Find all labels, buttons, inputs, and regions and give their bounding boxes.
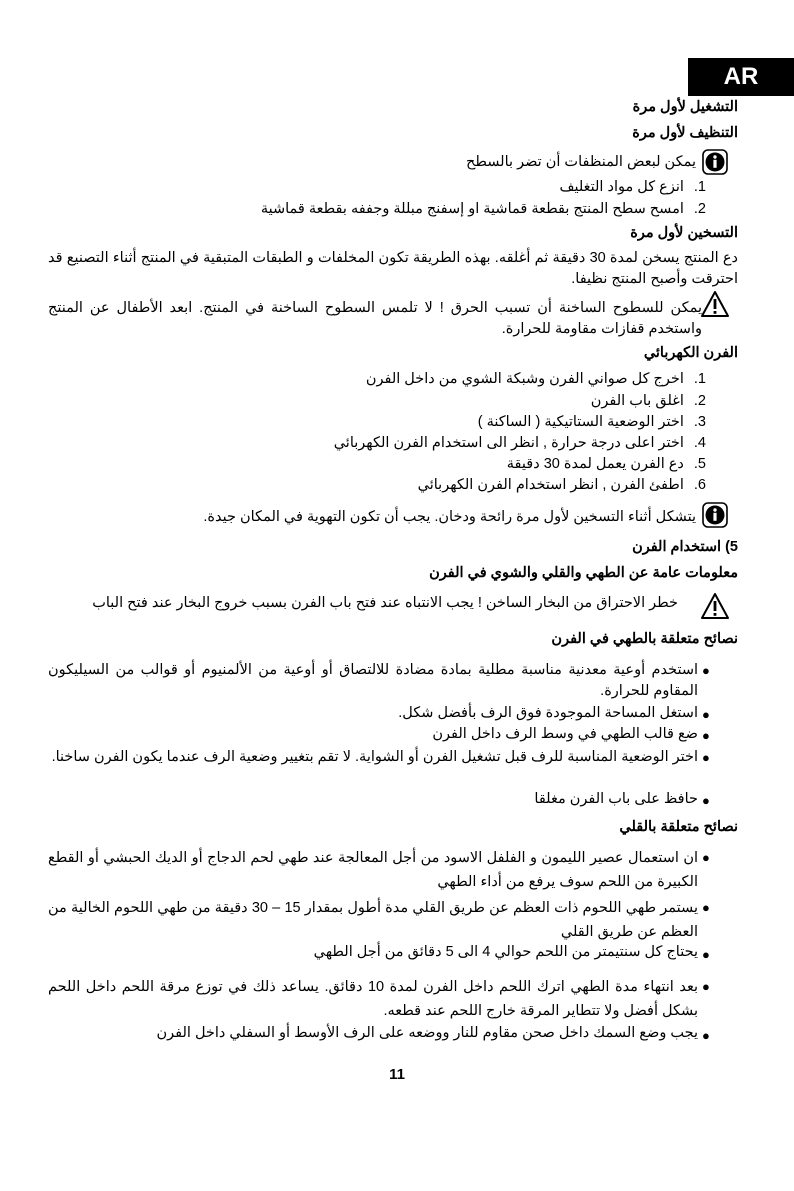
heading-first-clean: التنظيف لأول مرة [632, 125, 738, 141]
warning-steam: خطر الاحتراق من البخار الساخن ! يجب الانتباه عند فتح باب الفرن بسبب خروج البخار عند فتح الباب [92, 595, 678, 611]
warning-icon [700, 592, 730, 620]
heat-paragraph: دع المنتج يسخن لمدة 30 دقيقة ثم أغلقه. بهذه الطريقة تكون المخلفات و الطبقات المتبقية في المنتج أثناء التصنيع قد احترقت وأصبح المنتج نظيفا. [48, 250, 738, 287]
baking-tip-2: استغل المساحة الموجودة فوق الرف بأفضل شكل. [398, 705, 698, 721]
bullet: ● [702, 707, 710, 722]
frying-tip-1: ان استعمال عصير الليمون و الفلفل الاسود من أجل المعالجة عند طهي لحم الدجاج أو الديك الحبشي أو القطع الكبيرة من اللحم سوف يرفع من أداء الطهي [48, 850, 698, 890]
heading-first-heat: التسخين لأول مرة [630, 225, 738, 241]
baking-tip-5: حافظ على باب الفرن مغلقا [534, 791, 698, 807]
bullet: ● [702, 947, 710, 962]
oven-step-3: 3.اختر الوضعية الستاتيكية ( الساكنة ) [477, 414, 706, 430]
frying-tip-4: بعد انتهاء مدة الطهي اترك اللحم داخل الفرن لمدة 10 دقائق. يساعد ذلك في توزع مرقة اللحم داخل اللحم بشكل أفضل ولا تتطاير المرقة خارج اللحم عند قطعه. [48, 979, 698, 1019]
bullet: ● [702, 793, 710, 808]
page-number: 11 [389, 1066, 405, 1083]
warning-hot-surfaces: يمكن للسطوح الساخنة أن تسبب الحرق ! لا تلمس السطوح الساخنة في المنتج. ابعد الأطفال عن المنتج واستخدم قفازات مقاومة للحرارة. [48, 300, 702, 337]
warning-icon [700, 290, 730, 318]
bullet: ● [702, 728, 710, 743]
bullet: ● [702, 1028, 710, 1043]
baking-tip-1: استخدم أوعية معدنية مناسبة مطلية بمادة مضادة للالتصاق أو أوعية من الألمنيوم أو قوالب من السيليكون المقاوم للحرارة. [48, 662, 698, 699]
heading-electric-oven: الفرن الكهربائي [643, 345, 738, 361]
bullet: ● [702, 900, 710, 915]
heading-use-oven: 5) استخدام الفرن [632, 539, 738, 555]
heading-frying-tips: نصائح متعلقة بالقلي [619, 819, 738, 835]
info-icon [702, 149, 728, 175]
frying-tip-2: يستمر طهي اللحوم ذات العظم عن طريق القلي مدة أطول بمقدار 15 – 30 دقيقة من طهي اللحوم الخالية من العظم عن طريق القلي [48, 900, 698, 940]
note-smell: يتشكل أثناء التسخين لأول مرة رائحة ودخان. يجب أن تكون التهوية في المكان جيدة. [203, 509, 696, 525]
oven-step-6: 6.اطفئ الفرن , انظر استخدام الفرن الكهربائي [417, 477, 706, 493]
oven-step-1: 1.اخرج كل صواني الفرن وشبكة الشوي من داخل الفرن [365, 371, 706, 387]
bullet: ● [702, 663, 710, 678]
note-cleaners: يمكن لبعض المنظفات أن تضر بالسطح [465, 154, 696, 170]
oven-step-4: 4.اختر اعلى درجة حرارة , انظر الى استخدام الفرن الكهربائي [333, 435, 706, 451]
language-badge: AR [688, 58, 794, 96]
heading-first-use: التشغيل لأول مرة [632, 99, 738, 115]
clean-step-2: 2.امسح سطح المنتج بقطعة قماشية او إسفنج مبللة وجففه بقطعة قماشية [260, 201, 706, 217]
baking-tip-3: ضع قالب الطهي في وسط الرف داخل الفرن [432, 726, 698, 742]
info-icon [702, 502, 728, 528]
bullet: ● [702, 850, 710, 865]
oven-step-2: 2.اغلق باب الفرن [590, 393, 706, 409]
heading-baking-tips: نصائح متعلقة بالطهي في الفرن [551, 631, 738, 647]
baking-tip-4: اختر الوضعية المناسبة للرف قبل تشغيل الفرن أو الشواية. لا تقم بتغيير وضعية الرف عندما يكون الفرن ساخنا. [51, 749, 698, 765]
frying-tip-3: يحتاج كل سنتيمتر من اللحم حوالي 4 الى 5 دقائق من أجل الطهي [313, 944, 698, 960]
heading-general-info: معلومات عامة عن الطهي والقلي والشوي في الفرن [429, 565, 738, 581]
clean-step-1: 1.انزع كل مواد التغليف [559, 179, 706, 195]
frying-tip-5: يجب وضع السمك داخل صحن مقاوم للنار ووضعه على الرف الأوسط أو السفلي داخل الفرن [156, 1025, 698, 1041]
bullet: ● [702, 750, 710, 765]
bullet: ● [702, 979, 710, 994]
oven-step-5: 5.دع الفرن يعمل لمدة 30 دقيقة [506, 456, 706, 472]
